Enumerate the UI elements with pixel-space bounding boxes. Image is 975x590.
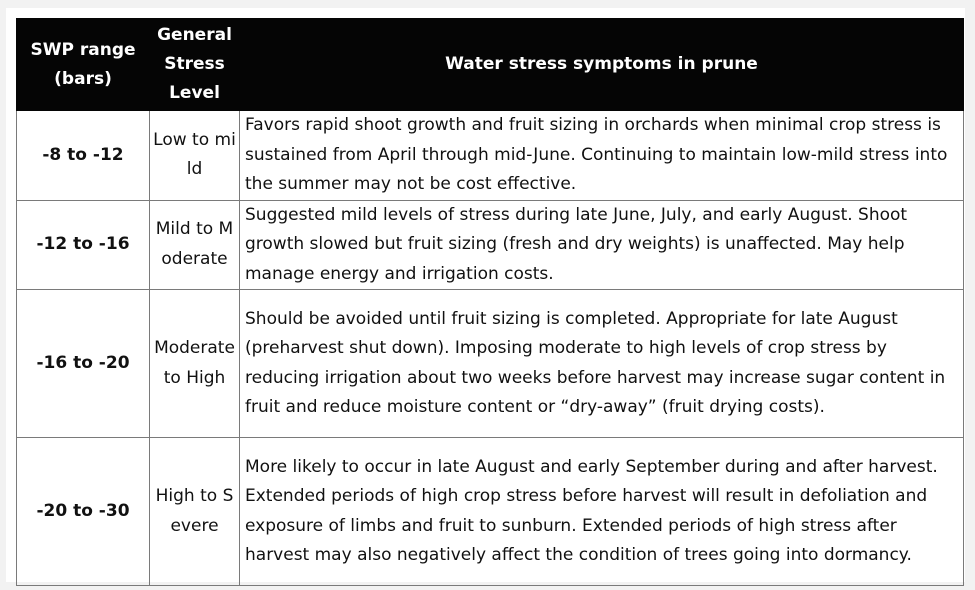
stress-level-cell: Mild to Moderate [150, 200, 240, 290]
swp-range-cell: -8 to -12 [17, 111, 150, 201]
swp-range-cell: -12 to -16 [17, 200, 150, 290]
symptoms-cell: Suggested mild levels of stress during late June, July, and early August. Shoot growth slowed but fruit sizing (fresh and dry weights) is unaffected. May help manage energy and irrigation costs. [240, 200, 964, 290]
symptoms-cell: Should be avoided until fruit sizing is completed. Appropriate for late August (preharvest shut down). Imposing moderate to high levels of crop stress by reducing irrigation about two weeks before harvest may increase sugar content in fruit and reduce moisture content or “dry-away” (fruit drying costs). [240, 290, 964, 438]
header-symptoms: Water stress symptoms in prune [240, 19, 964, 111]
swp-range-cell: -16 to -20 [17, 290, 150, 438]
stress-level-cell: Moderate to High [150, 290, 240, 438]
table-row [17, 200, 964, 290]
table-row [17, 438, 964, 586]
stress-level-cell: Low to mild [150, 111, 240, 201]
header-swp-range: SWP range (bars) [17, 19, 150, 111]
header-row [17, 19, 964, 111]
header-stress-level: General Stress Level [150, 19, 240, 111]
swp-range-cell: -20 to -30 [17, 438, 150, 586]
water-stress-table [16, 18, 964, 586]
stress-level-cell: High to Severe [150, 438, 240, 586]
symptoms-cell: Favors rapid shoot growth and fruit sizing in orchards when minimal crop stress is sustained from April through mid-June. Continuing to maintain low-mild stress into the summer may not be cost effective. [240, 111, 964, 201]
table-row [17, 290, 964, 438]
table-frame [6, 8, 965, 582]
symptoms-cell: More likely to occur in late August and early September during and after harvest. Extended periods of high crop stress before harvest will result in defoliation and exposure of limbs and fruit to sunburn. Extended periods of high stress after harvest may also negatively affect the condition of trees going into dormancy. [240, 438, 964, 586]
table-row [17, 111, 964, 201]
